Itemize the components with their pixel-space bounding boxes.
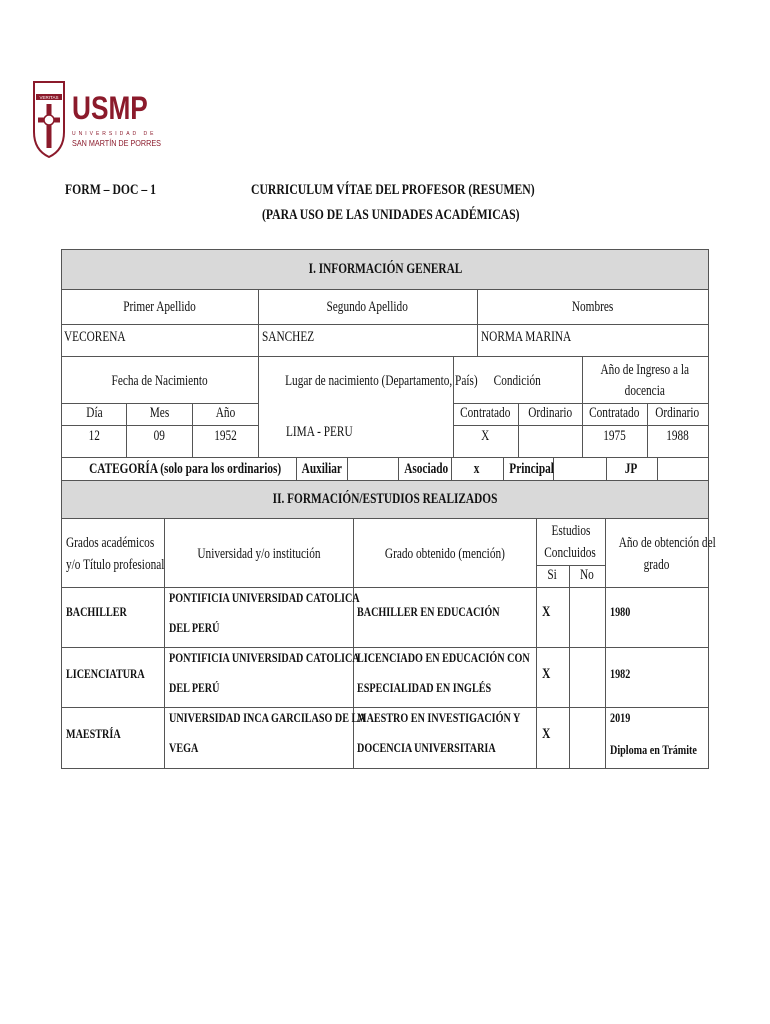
label-condicion-contratado: Contratado <box>460 405 511 421</box>
row2-univ-2: DEL PERÚ <box>169 680 220 695</box>
value-mes: 09 <box>153 428 165 444</box>
usmp-logo <box>32 80 162 160</box>
row3-mencion: MAESTRO EN INVESTIGACIÓN Y <box>357 710 521 725</box>
header-universidad: Universidad y/o institución <box>196 546 321 562</box>
row2-si: X <box>541 666 551 682</box>
value-primer-apellido: VECORENA <box>64 329 126 345</box>
row2-anio: 1982 <box>610 666 631 681</box>
row3-si: X <box>541 726 551 742</box>
label-principal: Principal <box>509 461 554 477</box>
row3-no <box>569 726 605 743</box>
row2-univ: PONTIFICIA UNIVERSIDAD CATOLICA <box>169 650 360 665</box>
label-dia: Día <box>85 405 103 421</box>
value-anio: 1952 <box>213 428 237 444</box>
row1-grado: BACHILLER <box>66 604 127 619</box>
section2-title: II. FORMACIÓN/ESTUDIOS REALIZADOS <box>272 491 498 507</box>
header-grado-obtenido: Grado obtenido (mención) <box>384 546 505 562</box>
label-condicion: Condición <box>493 373 542 389</box>
section1-title: I. INFORMACIÓN GENERAL <box>308 261 462 277</box>
label-anio-ingreso-2: docencia <box>624 383 666 399</box>
value-segundo-apellido: SANCHEZ <box>262 329 315 345</box>
brand-university-line: UNIVERSIDAD DE <box>72 131 157 137</box>
row2-mencion: LICENCIADO EN EDUCACIÓN CON <box>357 650 530 665</box>
row1-no <box>569 604 605 621</box>
label-lugar-nacimiento: Lugar de nacimiento (Departamento, País) <box>285 373 478 389</box>
value-condicion-ordinario <box>518 428 582 445</box>
header-anio-obtencion: Año de obtención del <box>618 535 716 551</box>
row3-univ: UNIVERSIDAD INCA GARCILASO DE LA <box>169 710 366 725</box>
value-asociado: x <box>474 461 480 477</box>
header-no: No <box>580 567 594 583</box>
row1-mencion: BACHILLER EN EDUCACIÓN <box>357 604 500 619</box>
row2-mencion-2: ESPECIALIDAD EN INGLÉS <box>357 680 492 695</box>
label-fecha-nacimiento: Fecha de Nacimiento <box>111 373 209 389</box>
brand-university-name: SAN MARTÍN DE PORRES <box>72 138 161 148</box>
value-lugar: LIMA - PERU <box>286 424 353 440</box>
label-auxiliar: Auxiliar <box>301 461 342 477</box>
row2-no <box>569 666 605 683</box>
document-title: CURRICULUM VÍTAE DEL PROFESOR (RESUMEN) <box>251 182 535 198</box>
label-categoria: CATEGORÍA (solo para los ordinarios) <box>89 461 282 477</box>
label-anio-ingreso: Año de Ingreso a la <box>600 362 690 378</box>
label-primer-apellido: Primer Apellido <box>123 299 197 315</box>
label-ingreso-contratado: Contratado <box>589 405 640 421</box>
brand-name: USMP <box>72 90 148 126</box>
value-jp <box>657 461 708 478</box>
form-code: FORM – DOC – 1 <box>65 182 156 198</box>
header-si: Si <box>547 567 558 583</box>
header-anio-obtencion-2: grado <box>643 557 670 573</box>
label-ingreso-ordinario: Ordinario <box>655 405 700 421</box>
header-estudios: Estudios <box>551 523 590 539</box>
row1-anio: 1980 <box>610 604 631 619</box>
header-grados: Grados académicos <box>66 535 155 551</box>
label-nombres: Nombres <box>571 299 614 315</box>
row1-univ-2: DEL PERÚ <box>169 620 220 635</box>
label-asociado: Asociado <box>404 461 449 477</box>
header-grados-2: y/o Título profesional <box>66 557 165 573</box>
label-segundo-apellido: Segundo Apellido <box>326 299 409 315</box>
label-anio: Año <box>215 405 235 421</box>
value-condicion-contratado: X <box>481 428 490 444</box>
value-auxiliar <box>347 461 398 478</box>
row1-univ: PONTIFICIA UNIVERSIDAD CATOLICA <box>169 590 360 605</box>
document-subtitle: (PARA USO DE LAS UNIDADES ACADÉMICAS) <box>262 207 520 223</box>
row3-anio: 2019 <box>610 710 631 725</box>
label-jp: JP <box>625 461 638 477</box>
row3-mencion-2: DOCENCIA UNIVERSITARIA <box>357 740 496 755</box>
row2-grado: LICENCIATURA <box>66 666 145 681</box>
value-principal <box>553 461 606 478</box>
label-condicion-ordinario: Ordinario <box>528 405 572 421</box>
shield-motto: VERITAS <box>39 95 59 100</box>
value-nombres: NORMA MARINA <box>481 329 572 345</box>
label-mes: Mes <box>149 405 169 421</box>
value-dia: 12 <box>88 428 100 444</box>
value-ingreso-ordinario: 1988 <box>666 428 689 444</box>
row3-nota: Diploma en Trámite <box>610 742 697 757</box>
row1-si: X <box>541 604 551 620</box>
row3-univ-2: VEGA <box>169 740 199 755</box>
row3-grado: MAESTRÍA <box>66 726 121 741</box>
header-estudios-2: Concluidos <box>544 545 597 561</box>
value-ingreso-contratado: 1975 <box>603 428 626 444</box>
shield-icon <box>32 80 66 158</box>
